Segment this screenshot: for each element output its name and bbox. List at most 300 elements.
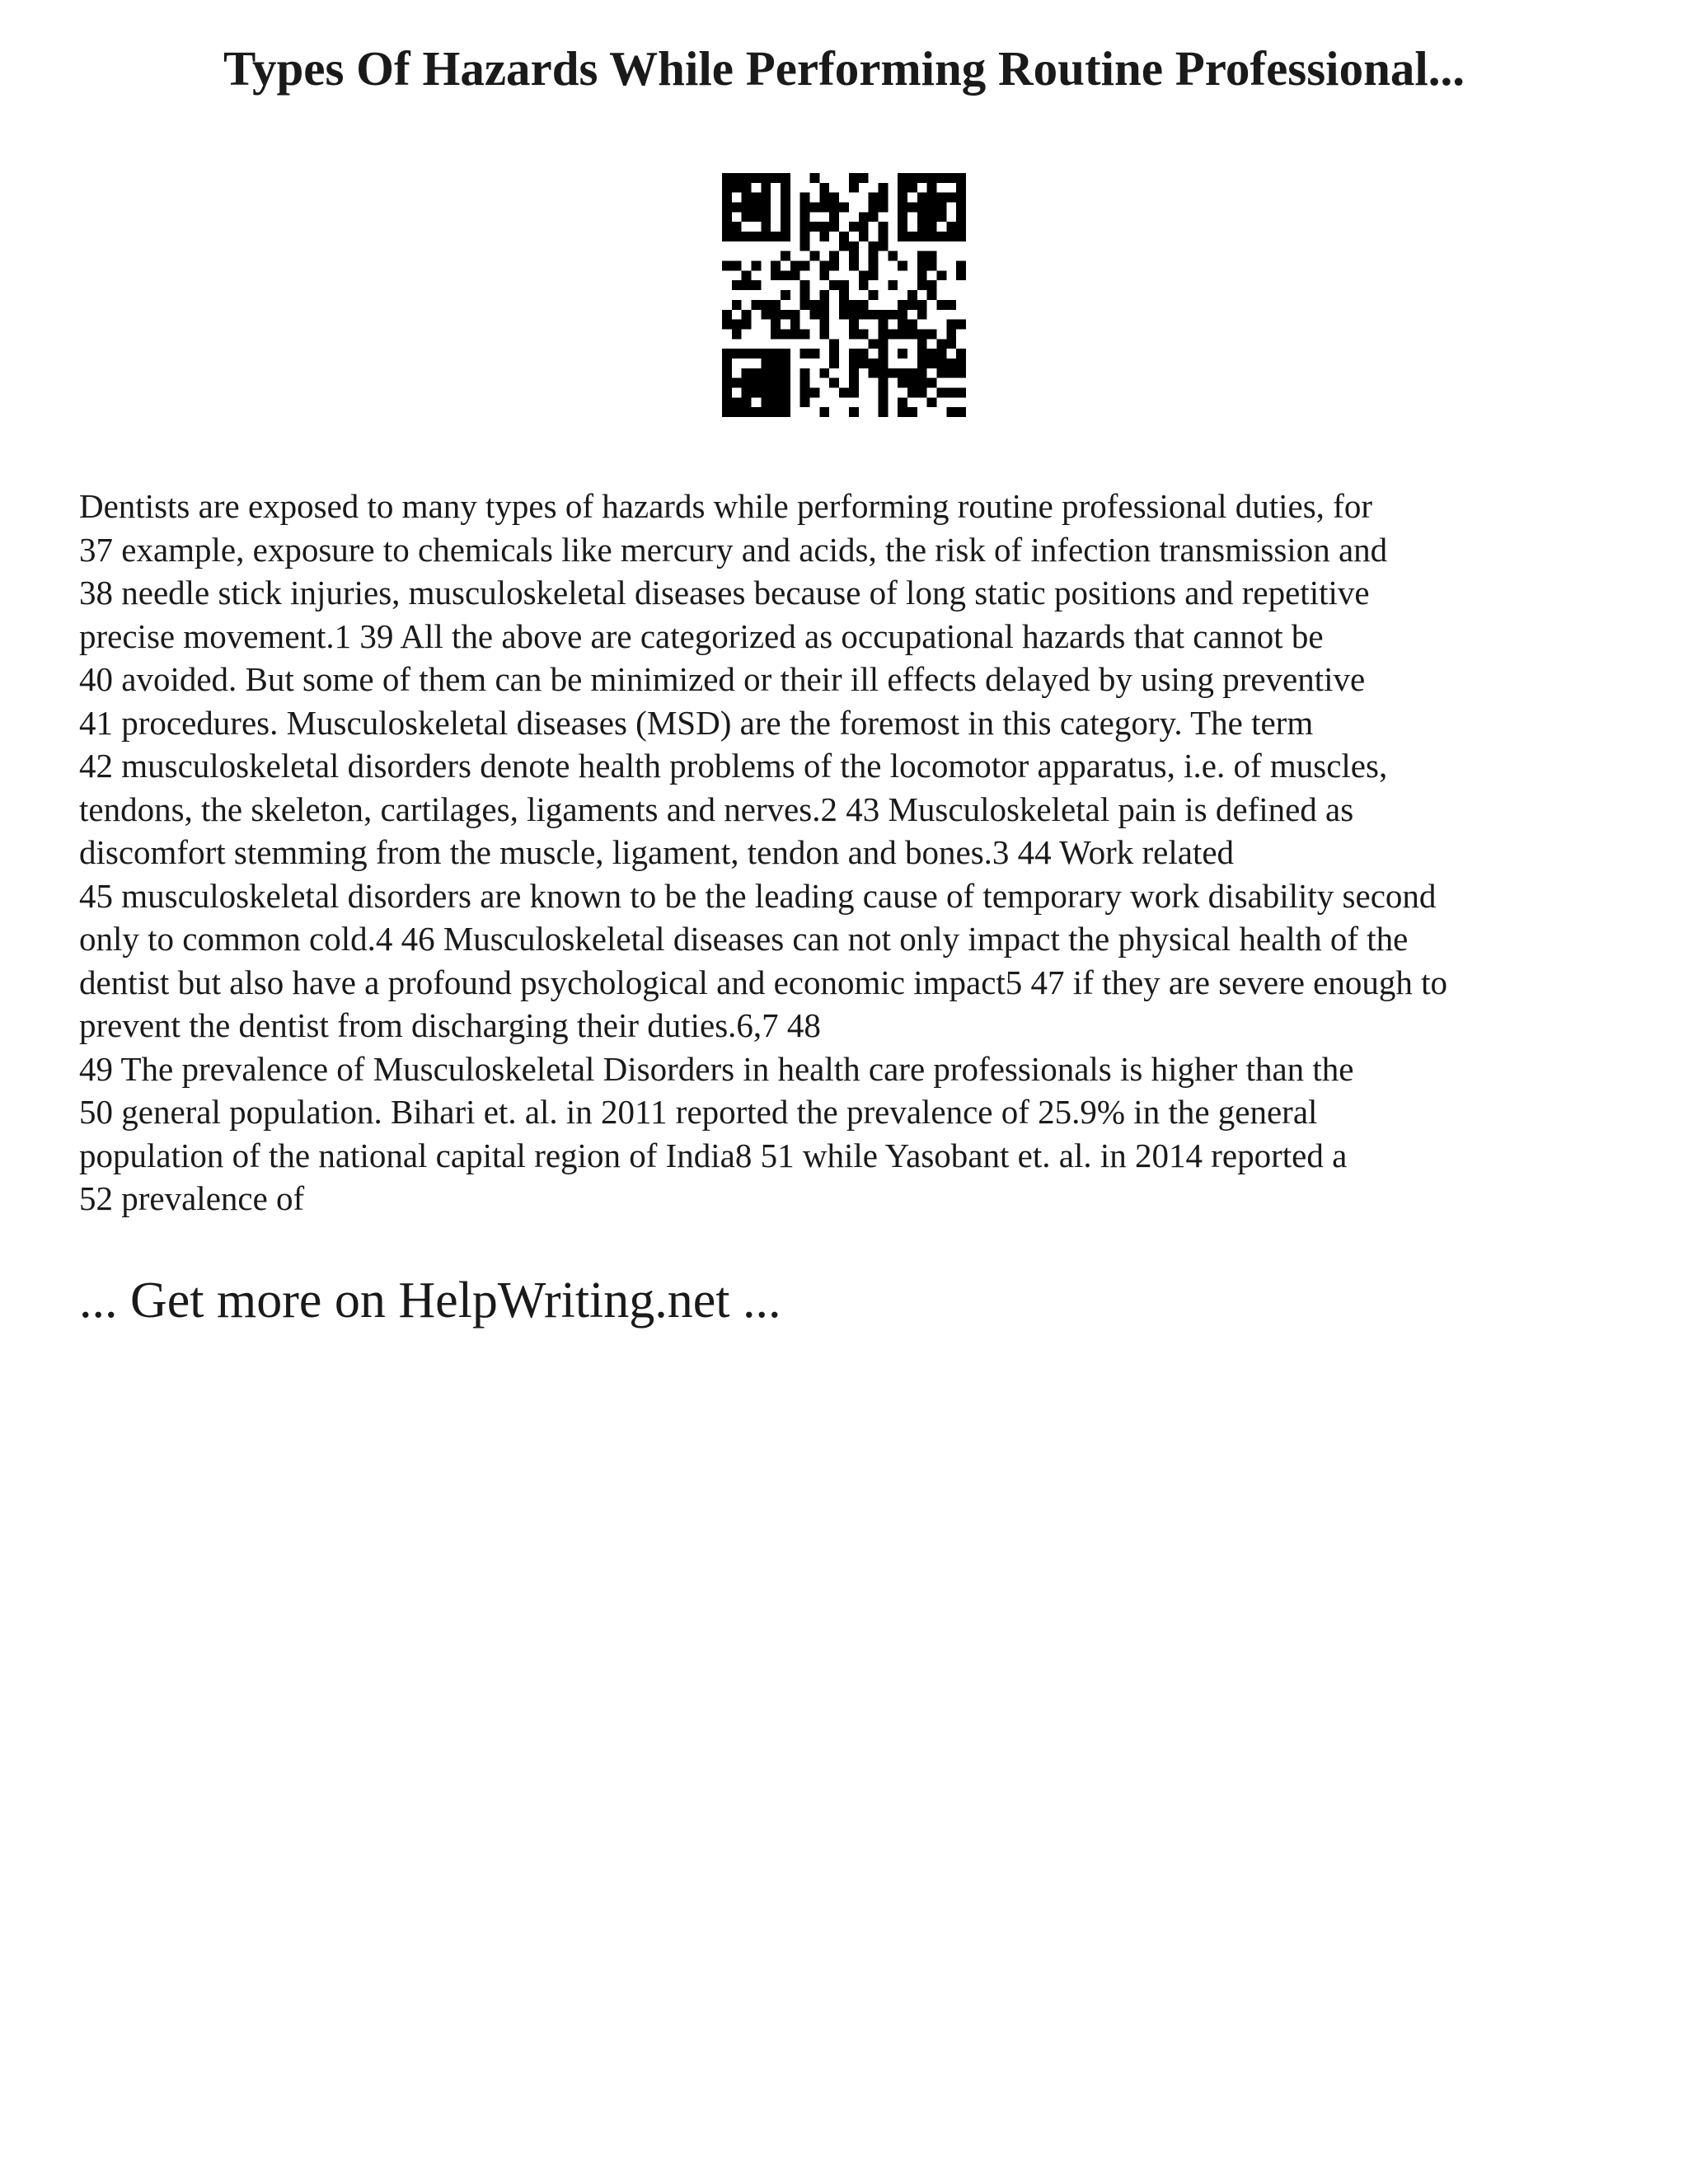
qr-module bbox=[888, 329, 898, 339]
qr-module bbox=[790, 270, 800, 280]
qr-module bbox=[936, 387, 946, 397]
qr-module bbox=[781, 407, 790, 417]
qr-module bbox=[898, 310, 907, 320]
qr-module bbox=[761, 300, 771, 310]
qr-module bbox=[722, 378, 732, 388]
qr-module bbox=[722, 368, 732, 378]
qr-module bbox=[917, 212, 927, 222]
qr-module bbox=[849, 222, 859, 232]
qr-module bbox=[946, 300, 956, 310]
qr-module bbox=[849, 378, 859, 388]
qr-module bbox=[800, 261, 810, 271]
qr-module bbox=[742, 203, 752, 213]
qr-module bbox=[752, 387, 762, 397]
qr-module bbox=[781, 173, 790, 183]
qr-module bbox=[927, 232, 937, 241]
qr-module bbox=[917, 251, 927, 261]
qr-module bbox=[878, 387, 888, 397]
qr-module bbox=[956, 183, 966, 193]
qr-module bbox=[936, 193, 946, 203]
qr-module bbox=[849, 359, 859, 368]
qr-module bbox=[849, 261, 859, 271]
qr-module bbox=[752, 378, 762, 388]
qr-module bbox=[722, 310, 732, 320]
qr-module bbox=[819, 222, 829, 232]
qr-module bbox=[810, 222, 820, 232]
qr-module bbox=[771, 349, 781, 359]
qr-module bbox=[771, 359, 781, 368]
qr-module bbox=[742, 387, 752, 397]
qr-module bbox=[800, 193, 810, 203]
body-line: 37 example, exposure to chemicals like mercury and acids, the risk of infection transmission and bbox=[79, 530, 1388, 569]
qr-module bbox=[810, 173, 820, 183]
qr-module bbox=[732, 203, 742, 213]
qr-module bbox=[752, 212, 762, 222]
qr-module bbox=[829, 212, 839, 222]
qr-module bbox=[771, 368, 781, 378]
qr-module bbox=[742, 173, 752, 183]
body-line: 52 prevalence of bbox=[79, 1179, 305, 1217]
qr-module bbox=[907, 300, 917, 310]
qr-module bbox=[878, 397, 888, 407]
qr-module bbox=[946, 359, 956, 368]
qr-module bbox=[742, 407, 752, 417]
qr-module bbox=[956, 359, 966, 368]
qr-module bbox=[722, 183, 732, 193]
qr-module bbox=[917, 387, 927, 397]
qr-module bbox=[869, 359, 879, 368]
qr-module bbox=[771, 232, 781, 241]
qr-module bbox=[790, 320, 800, 330]
qr-module bbox=[849, 300, 859, 310]
qr-module bbox=[898, 173, 907, 183]
qr-module bbox=[752, 261, 762, 271]
qr-module bbox=[849, 368, 859, 378]
qr-module bbox=[742, 280, 752, 290]
qr-module bbox=[781, 203, 790, 213]
qr-module bbox=[722, 397, 732, 407]
qr-module bbox=[927, 251, 937, 261]
qr-module bbox=[936, 203, 946, 213]
qr-module bbox=[800, 397, 810, 407]
qr-module bbox=[869, 193, 879, 203]
qr-module bbox=[829, 261, 839, 271]
qr-module bbox=[771, 173, 781, 183]
qr-module bbox=[742, 349, 752, 359]
get-more-link[interactable]: ... Get more on HelpWriting.net ... bbox=[79, 1272, 781, 1329]
qr-module bbox=[946, 407, 956, 417]
qr-module bbox=[732, 300, 742, 310]
qr-module bbox=[869, 310, 879, 320]
qr-module bbox=[819, 300, 829, 310]
qr-module bbox=[800, 329, 810, 339]
qr-module bbox=[859, 280, 869, 290]
qr-module bbox=[927, 280, 937, 290]
qr-module bbox=[907, 173, 917, 183]
qr-module bbox=[781, 290, 790, 300]
qr-module bbox=[936, 212, 946, 222]
qr-module bbox=[800, 212, 810, 222]
qr-module bbox=[859, 173, 869, 183]
qr-module bbox=[927, 359, 937, 368]
qr-module bbox=[829, 378, 839, 388]
qr-module bbox=[722, 203, 732, 213]
qr-module bbox=[742, 310, 752, 320]
qr-module bbox=[752, 173, 762, 183]
qr-module bbox=[752, 349, 762, 359]
qr-module bbox=[742, 368, 752, 378]
qr-module bbox=[761, 203, 771, 213]
qr-module bbox=[956, 387, 966, 397]
qr-module bbox=[869, 212, 879, 222]
qr-module bbox=[771, 300, 781, 310]
qr-module bbox=[810, 203, 820, 213]
qr-module bbox=[781, 183, 790, 193]
qr-module bbox=[907, 183, 917, 193]
qr-module bbox=[742, 270, 752, 280]
qr-module bbox=[878, 232, 888, 241]
qr-module bbox=[732, 183, 742, 193]
qr-module bbox=[800, 349, 810, 359]
qr-module bbox=[927, 183, 937, 193]
qr-module bbox=[898, 329, 907, 339]
qr-module bbox=[771, 387, 781, 397]
qr-module bbox=[819, 320, 829, 330]
qr-module bbox=[859, 359, 869, 368]
qr-module bbox=[956, 222, 966, 232]
qr-module bbox=[839, 290, 849, 300]
qr-module bbox=[722, 387, 732, 397]
qr-module bbox=[888, 310, 898, 320]
qr-module bbox=[761, 173, 771, 183]
qr-module bbox=[859, 310, 869, 320]
qr-module bbox=[761, 378, 771, 388]
qr-module bbox=[800, 241, 810, 251]
qr-module bbox=[936, 359, 946, 368]
qr-module bbox=[810, 387, 820, 397]
qr-module bbox=[936, 232, 946, 241]
qr-module bbox=[878, 193, 888, 203]
body-line: 38 needle stick injuries, musculoskeletal diseases because of long static positions and repetitive bbox=[79, 574, 1370, 612]
body-line: 50 general population. Bihari et. al. in 2011 reported the prevalence of 25.9% in the general bbox=[79, 1093, 1318, 1131]
qr-module bbox=[849, 173, 859, 183]
qr-module bbox=[732, 222, 742, 232]
qr-module bbox=[819, 310, 829, 320]
qr-module bbox=[790, 329, 800, 339]
qr-module bbox=[907, 203, 917, 213]
qr-module bbox=[829, 349, 839, 359]
qr-module bbox=[819, 368, 829, 378]
qr-module bbox=[917, 300, 927, 310]
qr-module bbox=[936, 173, 946, 183]
qr-module bbox=[869, 368, 879, 378]
qr-module bbox=[800, 232, 810, 241]
qr-module bbox=[732, 280, 742, 290]
qr-module bbox=[781, 212, 790, 222]
qr-module bbox=[956, 203, 966, 213]
qr-module bbox=[781, 368, 790, 378]
qr-module bbox=[917, 349, 927, 359]
qr-module bbox=[907, 407, 917, 417]
qr-module bbox=[859, 270, 869, 280]
qr-module bbox=[742, 212, 752, 222]
qr-module bbox=[927, 290, 937, 300]
qr-module bbox=[917, 359, 927, 368]
qr-module bbox=[956, 320, 966, 330]
qr-module bbox=[781, 270, 790, 280]
qr-module bbox=[917, 261, 927, 271]
qr-module bbox=[839, 280, 849, 290]
qr-module bbox=[869, 290, 879, 300]
qr-module bbox=[927, 329, 937, 339]
qr-module bbox=[936, 368, 946, 378]
qr-module bbox=[732, 378, 742, 388]
qr-module bbox=[781, 310, 790, 320]
qr-module bbox=[898, 183, 907, 193]
body-paragraph bbox=[79, 485, 1645, 1221]
qr-module bbox=[917, 329, 927, 339]
qr-module bbox=[800, 203, 810, 213]
qr-module bbox=[732, 261, 742, 271]
qr-module bbox=[956, 261, 966, 271]
qr-module bbox=[917, 173, 927, 183]
qr-module bbox=[869, 261, 879, 271]
qr-module bbox=[936, 349, 946, 359]
qr-module bbox=[781, 349, 790, 359]
qr-module bbox=[946, 232, 956, 241]
qr-module bbox=[907, 387, 917, 397]
qr-module bbox=[869, 251, 879, 261]
qr-module bbox=[781, 222, 790, 232]
qr-module bbox=[810, 300, 820, 310]
qr-module bbox=[752, 193, 762, 203]
qr-module bbox=[761, 387, 771, 397]
qr-module bbox=[849, 349, 859, 359]
qr-module bbox=[732, 173, 742, 183]
qr-module bbox=[829, 280, 839, 290]
qr-module bbox=[878, 407, 888, 417]
qr-module bbox=[898, 378, 907, 388]
qr-module bbox=[722, 261, 732, 271]
qr-module bbox=[829, 203, 839, 213]
qr-module bbox=[898, 222, 907, 232]
qr-module bbox=[752, 203, 762, 213]
qr-module bbox=[810, 251, 820, 261]
qr-module bbox=[722, 232, 732, 241]
qr-module bbox=[722, 320, 732, 330]
qr-module bbox=[771, 261, 781, 271]
qr-module bbox=[771, 310, 781, 320]
qr-module bbox=[936, 300, 946, 310]
qr-module bbox=[771, 320, 781, 330]
qr-module bbox=[849, 183, 859, 193]
qr-module bbox=[917, 232, 927, 241]
qr-module bbox=[946, 329, 956, 339]
qr-module bbox=[742, 232, 752, 241]
body-line: dentist but also have a profound psychological and economic impact5 47 if they are severe enough to bbox=[79, 963, 1447, 1001]
qr-module bbox=[956, 232, 966, 241]
body-line: discomfort stemming from the muscle, ligament, tendon and bones.3 44 Work related bbox=[79, 833, 1235, 871]
qr-module bbox=[819, 183, 829, 193]
qr-module bbox=[849, 329, 859, 339]
qr-module bbox=[732, 232, 742, 241]
qr-module bbox=[946, 339, 956, 349]
qr-module bbox=[946, 387, 956, 397]
qr-module bbox=[829, 339, 839, 349]
qr-module bbox=[927, 397, 937, 407]
qr-module bbox=[878, 222, 888, 232]
qr-module bbox=[722, 212, 732, 222]
qr-module bbox=[927, 203, 937, 213]
qr-code-icon bbox=[722, 173, 966, 417]
qr-module bbox=[898, 397, 907, 407]
qr-module bbox=[859, 349, 869, 359]
qr-module bbox=[761, 193, 771, 203]
qr-module bbox=[917, 378, 927, 388]
qr-module bbox=[800, 280, 810, 290]
qr-module bbox=[898, 300, 907, 310]
qr-module bbox=[849, 320, 859, 330]
qr-module bbox=[771, 397, 781, 407]
qr-module bbox=[819, 270, 829, 280]
qr-module bbox=[956, 270, 966, 280]
qr-module bbox=[781, 387, 790, 397]
qr-module bbox=[849, 407, 859, 417]
qr-module bbox=[898, 203, 907, 213]
qr-module bbox=[761, 183, 771, 193]
qr-module bbox=[839, 387, 849, 397]
qr-module bbox=[849, 251, 859, 261]
qr-module bbox=[800, 378, 810, 388]
qr-module bbox=[888, 368, 898, 378]
qr-module bbox=[878, 349, 888, 359]
qr-module bbox=[936, 270, 946, 280]
qr-module bbox=[761, 212, 771, 222]
body-line: prevent the dentist from discharging their duties.6,7 48 bbox=[79, 1006, 821, 1044]
qr-module bbox=[722, 349, 732, 359]
body-line: population of the national capital region of India8 51 while Yasobant et. al. in 2014 reported a bbox=[79, 1136, 1348, 1174]
qr-module bbox=[829, 222, 839, 232]
qr-module bbox=[878, 241, 888, 251]
qr-module bbox=[819, 193, 829, 203]
qr-module bbox=[878, 203, 888, 213]
qr-module bbox=[878, 310, 888, 320]
qr-module bbox=[878, 339, 888, 349]
qr-module bbox=[819, 329, 829, 339]
body-line: 45 musculoskeletal disorders are known to be the leading cause of temporary work disability second bbox=[79, 876, 1437, 915]
qr-module bbox=[771, 270, 781, 280]
qr-module bbox=[878, 329, 888, 339]
qr-module bbox=[810, 310, 820, 320]
qr-module bbox=[781, 329, 790, 339]
qr-module bbox=[819, 407, 829, 417]
qr-module bbox=[819, 232, 829, 241]
qr-module bbox=[907, 329, 917, 339]
qr-module bbox=[927, 261, 937, 271]
qr-module bbox=[752, 300, 762, 310]
qr-module bbox=[771, 407, 781, 417]
qr-module bbox=[917, 193, 927, 203]
qr-module bbox=[781, 193, 790, 203]
qr-module bbox=[878, 378, 888, 388]
qr-module bbox=[800, 290, 810, 300]
qr-module bbox=[946, 173, 956, 183]
qr-module bbox=[956, 173, 966, 183]
qr-module bbox=[869, 203, 879, 213]
qr-module bbox=[800, 300, 810, 310]
qr-module bbox=[819, 261, 829, 271]
qr-module bbox=[781, 232, 790, 241]
qr-module bbox=[878, 183, 888, 193]
qr-module bbox=[839, 241, 849, 251]
body-line: precise movement.1 39 All the above are categorized as occupational hazards that cannot be bbox=[79, 616, 1324, 655]
qr-module bbox=[927, 378, 937, 388]
qr-module bbox=[946, 368, 956, 378]
qr-module bbox=[927, 173, 937, 183]
qr-module bbox=[800, 222, 810, 232]
qr-module bbox=[878, 320, 888, 330]
qr-module bbox=[800, 387, 810, 397]
qr-module bbox=[917, 270, 927, 280]
qr-module bbox=[752, 232, 762, 241]
qr-module bbox=[849, 310, 859, 320]
qr-module bbox=[859, 329, 869, 339]
qr-module bbox=[752, 407, 762, 417]
qr-module bbox=[936, 339, 946, 349]
qr-module bbox=[956, 407, 966, 417]
qr-module bbox=[859, 212, 869, 222]
qr-module bbox=[732, 329, 742, 339]
qr-module bbox=[907, 368, 917, 378]
qr-module bbox=[898, 349, 907, 359]
qr-module bbox=[917, 280, 927, 290]
qr-module bbox=[946, 193, 956, 203]
qr-module bbox=[927, 222, 937, 232]
qr-module bbox=[722, 193, 732, 203]
qr-module bbox=[781, 378, 790, 388]
qr-module bbox=[800, 368, 810, 378]
qr-module bbox=[878, 368, 888, 378]
qr-module bbox=[839, 300, 849, 310]
qr-module bbox=[761, 407, 771, 417]
qr-module bbox=[956, 368, 966, 378]
qr-module bbox=[752, 368, 762, 378]
body-line: 40 avoided. But some of them can be minimized or their ill effects delayed by using preventive bbox=[79, 660, 1366, 698]
qr-module bbox=[849, 387, 859, 397]
qr-module bbox=[722, 173, 732, 183]
qr-module bbox=[907, 320, 917, 330]
qr-module bbox=[761, 232, 771, 241]
qr-module bbox=[742, 378, 752, 388]
qr-module bbox=[869, 339, 879, 349]
qr-module bbox=[761, 397, 771, 407]
qr-module bbox=[917, 203, 927, 213]
qr-module bbox=[869, 241, 879, 251]
qr-module bbox=[781, 397, 790, 407]
qr-module bbox=[927, 349, 937, 359]
qr-module bbox=[907, 232, 917, 241]
qr-module bbox=[869, 270, 879, 280]
qr-module bbox=[888, 251, 898, 261]
qr-module bbox=[732, 407, 742, 417]
qr-module bbox=[829, 359, 839, 368]
qr-module bbox=[829, 251, 839, 261]
qr-module bbox=[927, 212, 937, 222]
qr-module bbox=[849, 241, 859, 251]
qr-module bbox=[742, 397, 752, 407]
qr-module bbox=[781, 251, 790, 261]
qr-module bbox=[898, 407, 907, 417]
